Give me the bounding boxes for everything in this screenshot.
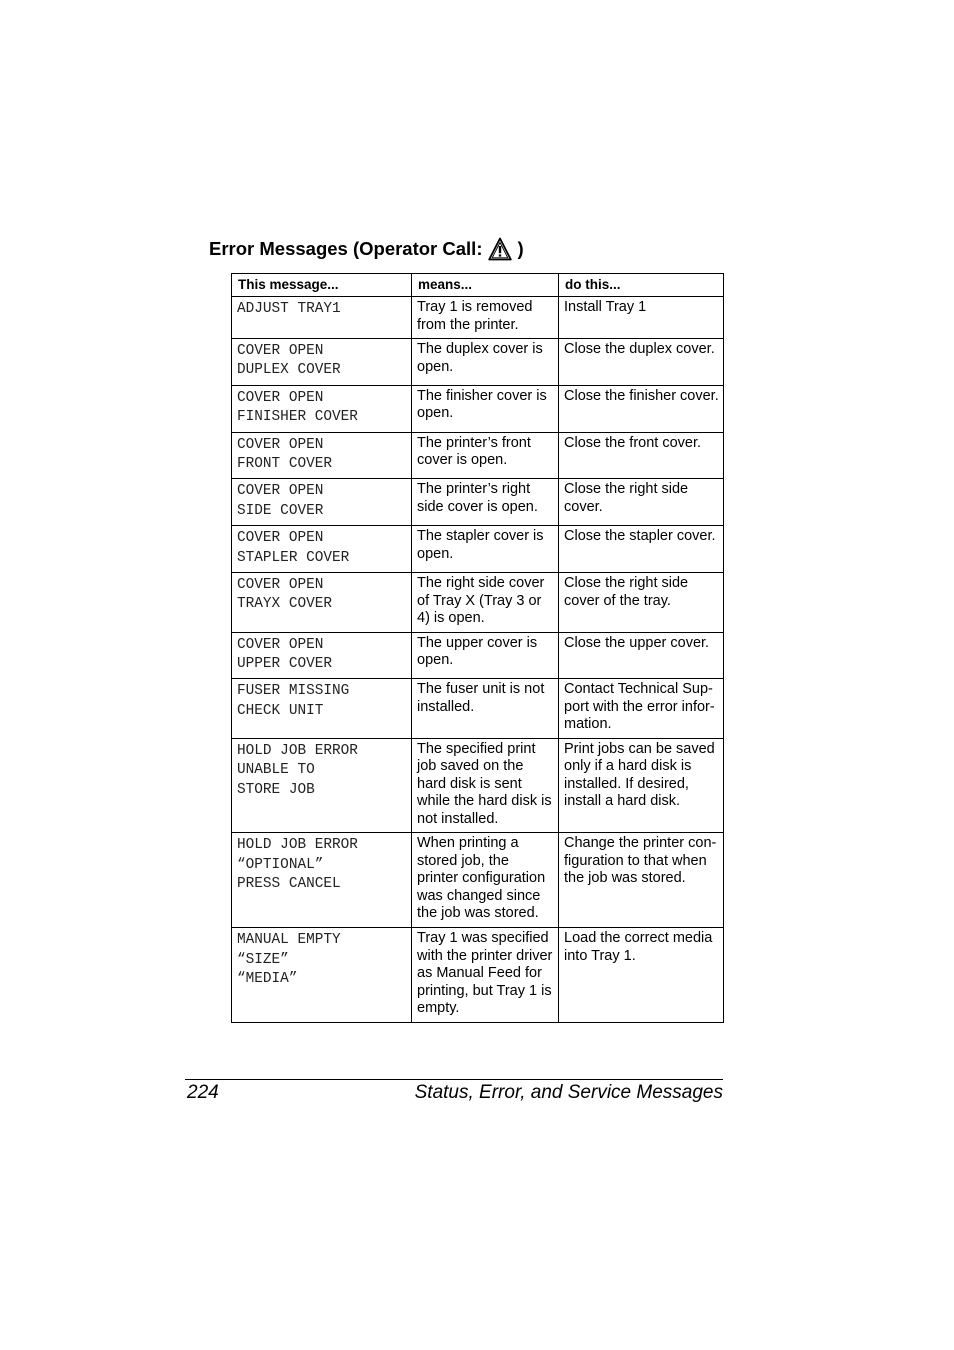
message-line: STAPLER COVER <box>237 549 350 566</box>
action-cell: Close the front cover. <box>559 432 724 479</box>
header-action: do this... <box>559 274 724 297</box>
message-line: FRONT COVER <box>237 456 332 473</box>
message-cell <box>232 573 412 633</box>
message-line: “SIZE” <box>237 951 289 968</box>
message-cell <box>232 679 412 739</box>
means-cell: Tray 1 was specified with the printer driver as Manual Feed for printing, but Tray 1 is empty. <box>412 928 559 1023</box>
message-cell <box>232 632 412 679</box>
footer-section-title: Status, Error, and Service Messages <box>414 1082 723 1103</box>
means-cell: The printer’s front cover is open. <box>412 432 559 479</box>
message-line: ADJUST TRAY1 <box>237 301 341 317</box>
table-row <box>232 833 724 928</box>
means-cell: The printer’s right side cover is open. <box>412 479 559 526</box>
message-cell <box>232 833 412 928</box>
message-line: COVER OPEN <box>237 636 324 653</box>
action-cell: Close the duplex cover. <box>559 339 724 386</box>
table-row <box>232 479 724 526</box>
message-line: COVER OPEN <box>237 436 324 453</box>
action-cell: Close the finisher cover. <box>559 385 724 432</box>
means-cell: The specified print job saved on the hard disk is sent while the hard disk is not installed. <box>412 738 559 833</box>
table-row <box>232 573 724 633</box>
message-line: COVER OPEN <box>237 389 324 406</box>
page-number: 224 <box>187 1082 219 1103</box>
action-cell: Install Tray 1 <box>559 297 724 339</box>
means-cell: When printing a stored job, the printer configuration was changed since the job was stored. <box>412 833 559 928</box>
message-cell <box>232 479 412 526</box>
footer-divider <box>185 1079 723 1080</box>
message-line: COVER OPEN <box>237 577 324 594</box>
table-row <box>232 339 724 386</box>
message-cell <box>232 526 412 573</box>
message-line: COVER OPEN <box>237 530 324 547</box>
means-cell: The fuser unit is not installed. <box>412 679 559 739</box>
message-cell <box>232 432 412 479</box>
table-row <box>232 738 724 833</box>
message-line: FINISHER COVER <box>237 409 358 426</box>
message-cell <box>232 928 412 1023</box>
table-row <box>232 928 724 1023</box>
message-line: HOLD JOB ERROR <box>237 837 358 854</box>
section-heading <box>209 236 524 262</box>
means-cell: The stapler cover is open. <box>412 526 559 573</box>
heading-close: ) <box>517 238 524 259</box>
header-message: This message... <box>232 274 412 297</box>
message-line: COVER OPEN <box>237 483 324 500</box>
table-row <box>232 297 724 339</box>
action-cell: Contact Technical Sup-port with the error infor-mation. <box>559 679 724 739</box>
message-line: FUSER MISSING <box>237 683 350 700</box>
means-cell: Tray 1 is removed from the printer. <box>412 297 559 339</box>
action-cell: Close the stapler cover. <box>559 526 724 573</box>
message-line: TRAYX COVER <box>237 596 332 613</box>
table-row <box>232 526 724 573</box>
message-cell <box>232 339 412 386</box>
action-cell: Close the upper cover. <box>559 632 724 679</box>
message-line: MANUAL EMPTY <box>237 932 341 949</box>
heading-text: Error Messages (Operator Call: <box>209 238 483 259</box>
message-cell <box>232 738 412 833</box>
message-cell <box>232 297 412 339</box>
means-cell: The upper cover is open. <box>412 632 559 679</box>
message-line: “MEDIA” <box>237 971 298 988</box>
table-row <box>232 632 724 679</box>
message-line: STORE JOB <box>237 781 315 798</box>
means-cell: The right side cover of Tray X (Tray 3 or 4) is open. <box>412 573 559 633</box>
table-row <box>232 432 724 479</box>
action-cell: Change the printer con-figuration to that when the job was stored. <box>559 833 724 928</box>
table-row <box>232 679 724 739</box>
action-cell: Load the correct media into Tray 1. <box>559 928 724 1023</box>
action-cell: Close the right side cover of the tray. <box>559 573 724 633</box>
message-line: UNABLE TO <box>237 762 315 779</box>
header-means: means... <box>412 274 559 297</box>
table-row <box>232 385 724 432</box>
message-line: DUPLEX COVER <box>237 362 341 379</box>
means-cell: The duplex cover is open. <box>412 339 559 386</box>
message-line: PRESS CANCEL <box>237 876 341 893</box>
message-line: SIDE COVER <box>237 502 324 519</box>
table-header-row <box>232 274 724 297</box>
message-cell <box>232 385 412 432</box>
message-line: CHECK UNIT <box>237 702 324 719</box>
action-cell: Close the right side cover. <box>559 479 724 526</box>
warning-triangle-icon <box>488 237 512 261</box>
error-messages-table <box>231 273 724 1023</box>
message-line: COVER OPEN <box>237 343 324 359</box>
action-cell: Print jobs can be saved only if a hard disk is installed. If desired, install a hard disk. <box>559 738 724 833</box>
means-cell: The finisher cover is open. <box>412 385 559 432</box>
message-line: UPPER COVER <box>237 655 332 672</box>
message-line: “OPTIONAL” <box>237 856 324 873</box>
message-line: HOLD JOB ERROR <box>237 742 358 759</box>
